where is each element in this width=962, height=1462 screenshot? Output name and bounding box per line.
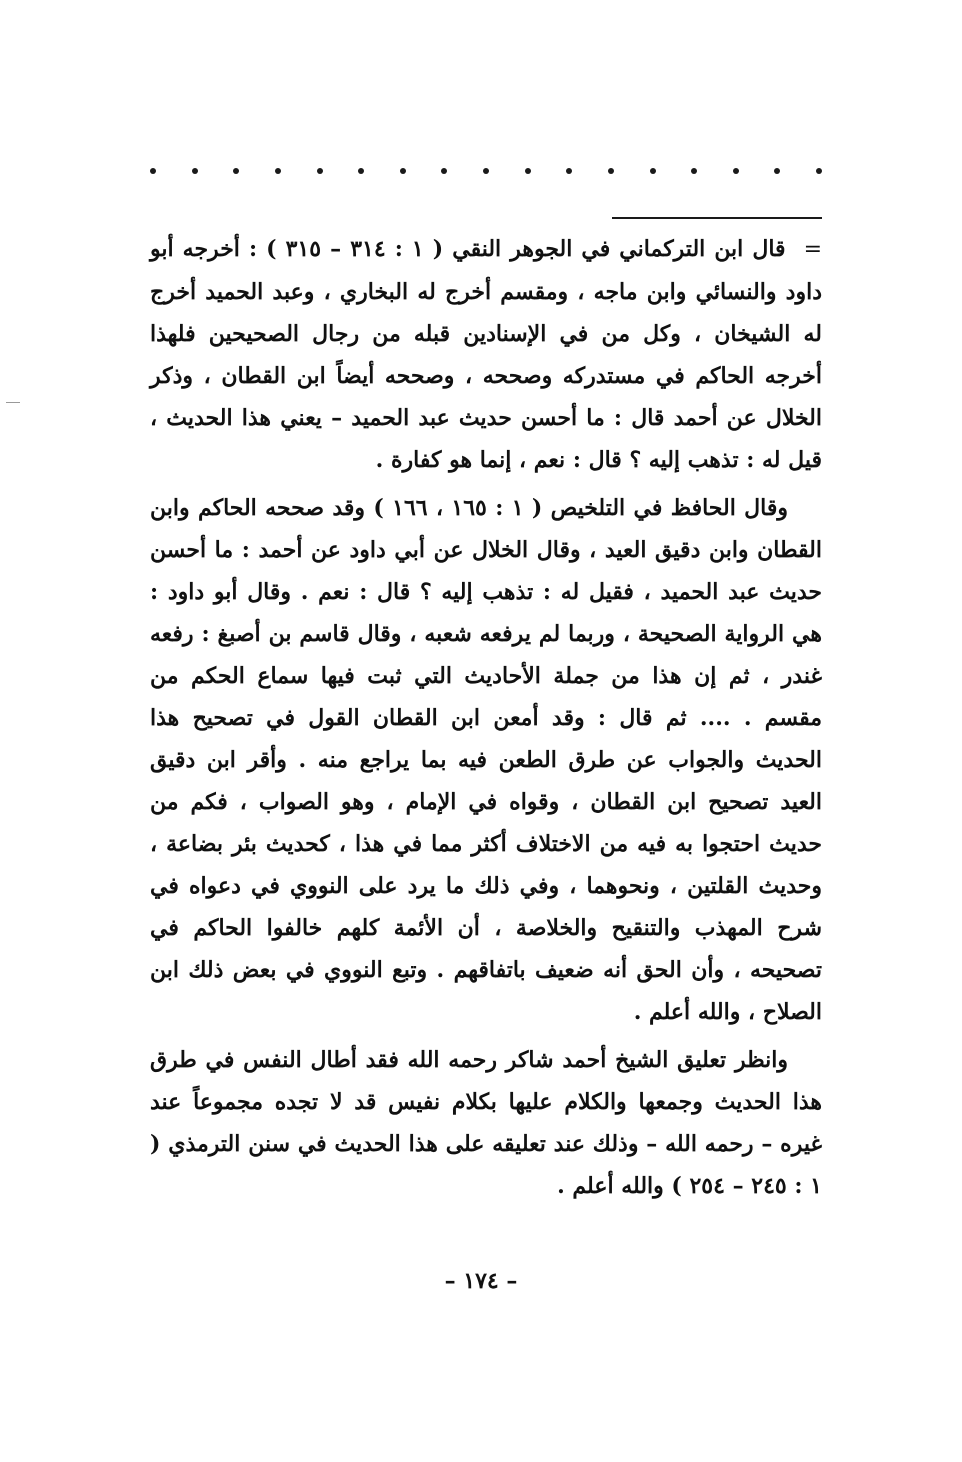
- ornament-dot: [192, 168, 198, 174]
- footnote-separator-rule: [612, 217, 822, 219]
- footnote-body: [150, 228, 822, 1207]
- footnote-paragraph: وقال الحافظ في التلخيص ( ١ : ١٦٥ ، ١٦٦ ) وقد صححه الحاكم وابن القطان وابن دقيق العيد ، وقال الخلال عن أبي داود عن أحمد : ما أحسن حديث عبد الحميد ، فقيل له : تذهب إليه ؟ قال : نعم . وقال أبو داود : هي الرواية الصحيحة ، وربما لم يرفعه شعبه ، وقال قاسم بن أصبغ : رفعه غندر ، ثم إن هذا من جملة الأحاديث التي ثبت فيها سماع الحكم من مقسم . .... ثم قال : وقد أمعن ابن القطان القول في تصحيح هذا الحديث والجواب عن طرق الطعن فيه بما يراجع منه . وأقر ابن دقيق العيد تصحيح ابن القطان ، وقواه في الإمام ، وهو الصواب ، فكم من حديث احتجوا به فيه من الاختلاف أكثر مما في هذا ، كحديث بئر بضاعة ، وحديث القلتين ، ونحوهما ، وفي ذلك ما يرد على النووي في دعواه في شرح المهذب والتنقيح والخلاصة ، أن الأئمة كلهم خالفوا الحاكم في تصحيحه ، وأن الحق أنه ضعيف باتفاقهم . وتبع النووي في بعض ذلك ابن الصلاح ، والله أعلم .: [150, 495, 822, 1025]
- ornament-dot: [525, 168, 531, 174]
- continuation-mark: =: [803, 237, 822, 262]
- page-number: – ١٧٤ –: [444, 1268, 518, 1294]
- ornament-dot: [691, 168, 697, 174]
- ornament-dot: [358, 168, 364, 174]
- scan-edge-mark: [6, 402, 20, 403]
- ornament-dot: [774, 168, 780, 174]
- ornament-dot: [816, 168, 822, 174]
- ornament-dot: [275, 168, 281, 174]
- footnote-paragraph: وانظر تعليق الشيخ أحمد شاكر رحمه الله فقد أطال النفس في طرق هذا الحديث وجمعها والكلام عليها بكلام نفيس قد لا تجده مجموعاً عند غيره – رحمه الله – وذلك عند تعليقه على هذا الحديث في سنن الترمذي ( ١ : ٢٤٥ – ٢٥٤ ) والله أعلم .: [150, 1047, 822, 1199]
- ornament-dot: [441, 168, 447, 174]
- ornament-dot: [608, 168, 614, 174]
- footnote-paragraph: [150, 228, 822, 481]
- ornament-dot: [733, 168, 739, 174]
- ornament-dot: [566, 168, 572, 174]
- paragraph-text: قال ابن التركماني في الجوهر النقي ( ١ : ٣١٤ – ٣١٥ ) : أخرجه أبو داود والنسائي وابن ماجه ، ومقسم أخرج له البخاري ، وعبد الحميد أخرج له الشيخان ، وكل من في الإسنادين قبله من رجال الصحيحين فلهذا أخرجه الحاكم في مستدركه وصححه ، وصححه أيضاً ابن القطان ، وذكر الخلال عن أحمد قال : ما أحسن حديث عبد الحميد – يعني هذا الحديث ، قيل له : تذهب إليه ؟ قال : نعم ، إنما هو كفارة .: [150, 236, 822, 473]
- ornament-dot: [150, 168, 156, 174]
- ornament-dot: [483, 168, 489, 174]
- ornament-dot: [650, 168, 656, 174]
- ornament-dot: [317, 168, 323, 174]
- ornament-dot: [400, 168, 406, 174]
- ornament-dot: [233, 168, 239, 174]
- ornament-dot-row: [150, 168, 822, 174]
